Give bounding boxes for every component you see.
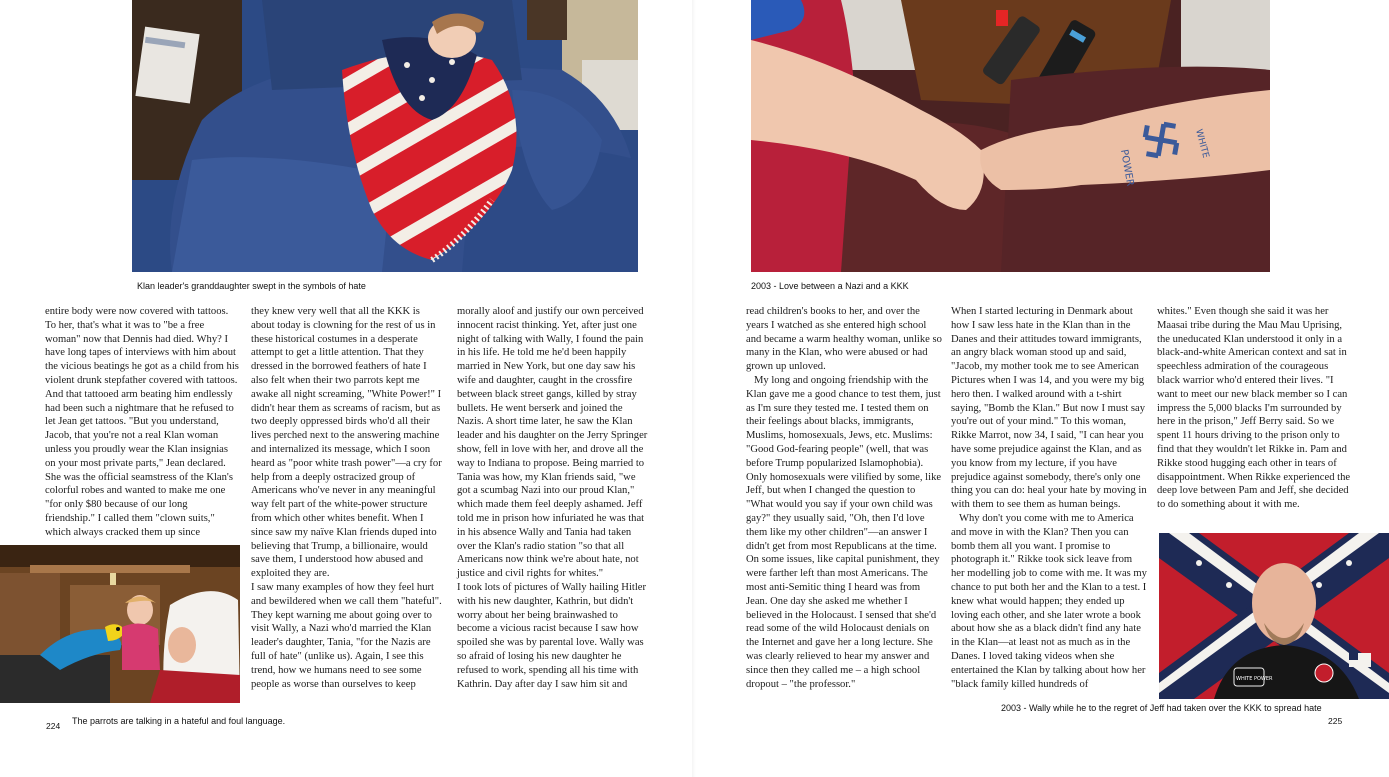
paragraph: read children's books to her, and over the years I watched as she entered high school and became a warm healthy woman, unlike so many in the Klan, who were abused or had grown up unloved. bbox=[746, 306, 942, 373]
granddaughter-scene bbox=[132, 0, 638, 272]
page-number-left: 224 bbox=[46, 721, 61, 731]
text-column-2 bbox=[251, 305, 445, 691]
gutter-shadow bbox=[692, 0, 696, 777]
photo-granddaughter bbox=[132, 0, 638, 272]
wally-scene bbox=[1159, 533, 1389, 699]
caption-parrots: The parrots are talking in a hateful and foul language. bbox=[72, 716, 286, 726]
paragraph: I saw many examples of how they feel hurt and bewildered when we call them "hateful". They kept warning me about going over to visit Wally, a Nazi who'd married the Klan leader's daughter, Tania, "for the Nazis are full of hate" (unlike us). Again, I see this trend, how we humans need to see some people as worse than ourselves to keep bbox=[251, 581, 442, 690]
paragraph: My long and ongoing friendship with the Klan gave me a good chance to test them, just as I'm sure they tested me. I tested them on their feelings about blacks, immigrants, Muslims, homosexuals, Jews, etc. Muslims: "Good God-fearing people" (well, that was before Trump popularized Islamophobia). Only homosexuals were vilified by some, like Jeff, but when I changed the question to "What would you say if your own child was gay?" they usually said, "Oh, then I'd love them like my other children"—an answer I didn't get from most Republicans at the time. On some issues, like capital punishment, they were farther left than most Americans. The most anti-Semitic thing I heard was from Jean. One day she asked me whether I believed in the Holocaust. I sensed that she'd read some of the wild Holocaust denials on the Internet and gave her a long lecture. She was clearly relieved to hear my answer and since then they called me – a high school dropout – "the professor." bbox=[746, 374, 942, 690]
paragraph: When I started lecturing in Denmark about how I saw less hate in the Klan than in the Danes and their attitudes toward immigrants, an angry black woman stood up and said, "Jacob, my mother took me to see American Pictures when I was 14, and you were my big hero then. I walked around with a t-shirt saying, "Bomb the Klan." But now I must say you're out of your mind." To this woman, Rikke Marrot, now 34, I said, "I can hear you have some prejudice against the Klan, and as you know from my lecture, if you have prejudice against somebody, there's only one thing you can do: heal your hate by moving in with them to see them as human beings. bbox=[951, 306, 1147, 511]
shirt-patch-text: WHITE POWER bbox=[1236, 676, 1273, 682]
tattoo-word-power: POWER bbox=[1118, 148, 1136, 188]
text-column-3 bbox=[457, 305, 651, 691]
photo-wally bbox=[1159, 533, 1389, 699]
paragraph: whites." Even though she said it was her Maasai tribe during the Mau Mau Uprising, the uneducated Klan understood it only in a black-and-white American context and sat in speechless admiration of the courageous black warrior who'd entered their lives. "I want to meet our new black member so I can impress the 5,000 blacks I'm surrounded by here in the prison," Jeff Berry said. So we spent 11 hours driving to the prison only to find that they wouldn't let Rikke in. Pam and Rikke stood hugging each other in tears of disappointment. When Rikke experienced the deep love between Pam and Jeff, she decided to do something about it with me. bbox=[1157, 306, 1351, 511]
paragraph: they knew very well that all the KKK is about today is clowning for the rest of us in these historical costumes in a desperate attempt to get a little attention. That they dressed in the borrowed feathers of hate I also felt when their two parrots kept me awake all night screaming, "White Power!" I didn't hear them as screams of racism, but as two deeply oppressed birds who'd all their lives perched next to the answering machine and internalized its message, which I soon heard as "poor white trash power"—a cry for help from a deeply ostracized group of Americans who've never in any meaningful way felt part of the white-power structure from which other whites benefit. When I since saw my naïve Klan friends duped into believing that Trump, a billionaire, would save them, I understood how abused and exploited they are. bbox=[251, 306, 442, 580]
caption-hands: 2003 - Love between a Nazi and a KKK bbox=[751, 281, 909, 291]
text-column-4 bbox=[746, 305, 942, 691]
paragraph: entire body were now covered with tattoos. To her, that's what it was to "be a free woman" now that Dennis had died. Why? I have long tapes of interviews with him about the vicious beatings he got as a child from his violent drunk stepfather covered with tattoos. And that tattooed arm beating him endlessly had been such a nightmare that he refused to let Jean get tattoos. "But you understand, Jacob, that you're not a real Klan woman unless you proudly wear the Klan insignias on your most private parts," Jean declared. She was the official seamstress of the Klan's colorful robes and wanted to make me one "for only $80 because of our long friendship." I called them "clown suits," which always cracked them up since bbox=[45, 306, 239, 538]
hands-scene bbox=[751, 0, 1270, 272]
tattoo-word-white: WHITE bbox=[1193, 128, 1211, 160]
swastika-tattoo-icon bbox=[1142, 121, 1179, 158]
page-number-right: 225 bbox=[1328, 716, 1343, 726]
caption-granddaughter: Klan leader's granddaughter swept in the symbols of hate bbox=[137, 281, 366, 291]
paragraph: Why don't you come with me to America and move in with the Klan? Then you can bomb them all you want. I promise to photograph it." Rikke took sick leave from her modelling job to come with me. It was my chance to put both her and the Klan to a test. I knew what would happen; they ended up loving each other, and she later wrote a book about how she as a black didn't find any hate in the Klan—at least not as much as in the Danes. I loved taking videos when she entertained the Klan by talking about how her "black family killed hundreds of bbox=[951, 512, 1147, 690]
paragraph: I took lots of pictures of Wally hailing Hitler with his new daughter, Kathrin, but didn't worry about her being brainwashed to become a vicious racist because I saw how spoiled she was by parental love. Wally was so afraid of losing his new daughter he refused to work, spending all his time with Kathrin. Day after day I saw him sit and bbox=[457, 581, 647, 690]
photo-hands bbox=[751, 0, 1270, 272]
text-column-5 bbox=[951, 305, 1147, 691]
parrots-scene bbox=[0, 545, 240, 703]
text-column-6 bbox=[1157, 305, 1353, 512]
paragraph: morally aloof and justify our own perceived innocent racist thinking. Yet, after just one night of talking with Wally, I found the pain in his life. He told me he'd been happily married in New York, but one day saw his wife and daughter, caught in the crossfire between black street gangs, killed by stray bullets. He went berserk and joined the Nazis. A short time later, he saw the Klan leader and his daughter on the Jerry Springer show, fell in love with her, and drove all the way to Indiana to propose. Being married to Tania was how, my Klan friends said, "we got a scumbag Nazi into our proud Klan," which made them feel deeply ashamed. Jeff told me in prison how infuriated he was that in his absence Wally and Tania had taken over the Klan's radio station "so that all Americans now think we're about hate, not justice and civil rights for whites." bbox=[457, 306, 648, 580]
text-column-1 bbox=[45, 305, 239, 540]
caption-wally: 2003 - Wally while he to the regret of Jeff had taken over the KKK to spread hate bbox=[1001, 703, 1322, 713]
photo-parrots bbox=[0, 545, 240, 703]
